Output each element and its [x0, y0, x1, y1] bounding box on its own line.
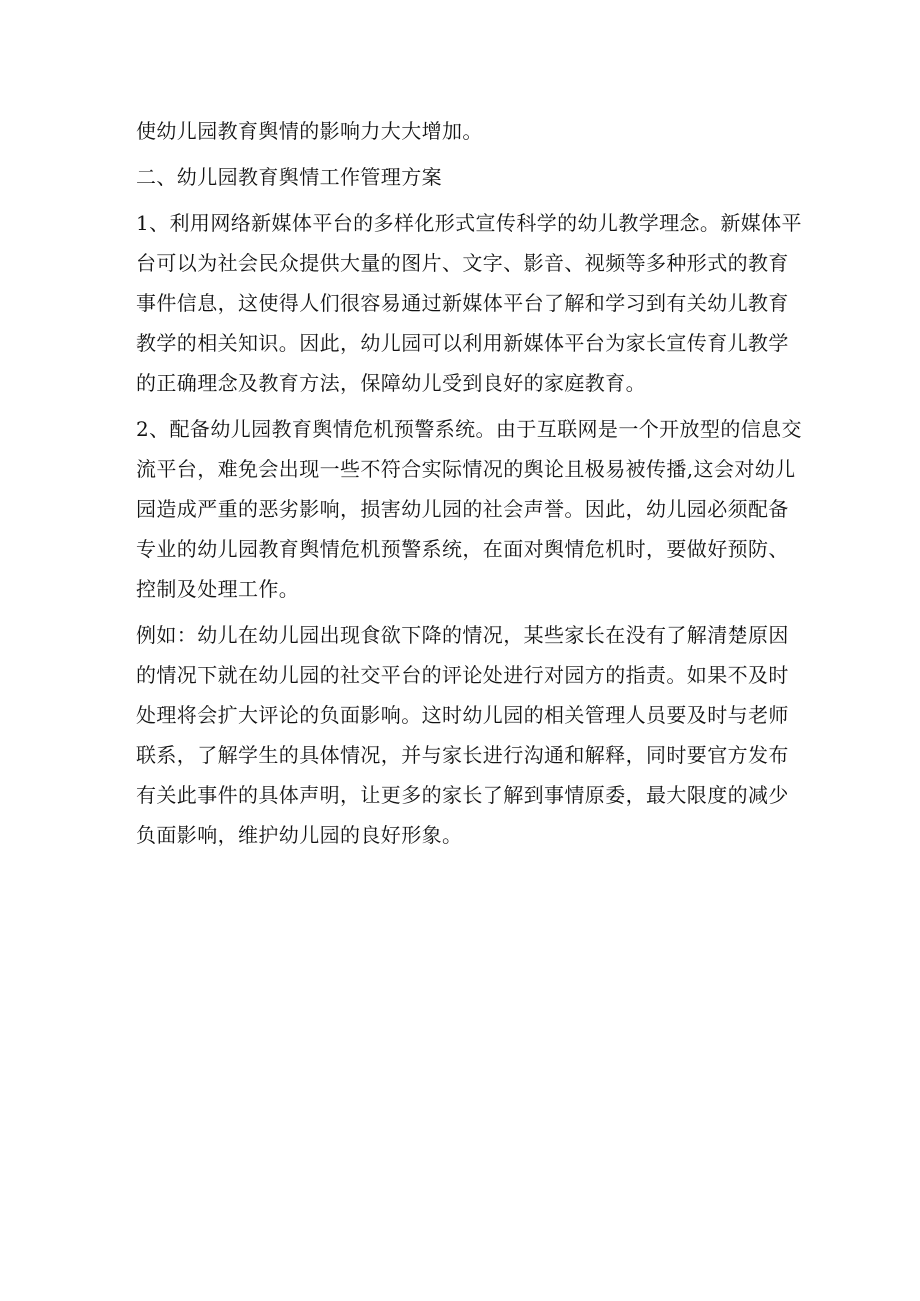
text-line: 控制及处理工作。 — [136, 577, 300, 601]
text-line: 园造成严重的恶劣影响，损害幼儿园的社会声誉。因此，幼儿园必须配备 — [136, 497, 789, 521]
text-line: 1、利用网络新媒体平台的多样化形式宣传科学的幼儿教学理念。新媒体平 — [136, 211, 802, 235]
text-line: 专业的幼儿园教育舆情危机预警系统，在面对舆情危机时，要做好预防、 — [136, 537, 789, 561]
text-line: 2、配备幼儿园教育舆情危机预警系统。由于互联网是一个开放型的信息交 — [136, 417, 802, 441]
text-line: 事件信息，这使得人们很容易通过新媒体平台了解和学习到有关幼儿教育 — [136, 291, 789, 315]
text-line: 有关此事件的具体声明，让更多的家长了解到事情原委，最大限度的减少 — [136, 783, 789, 807]
section-heading — [136, 157, 796, 197]
text-line: 联系，了解学生的具体情况，并与家长进行沟通和解释，同时要官方发布 — [136, 743, 789, 767]
text-line: 处理将会扩大评论的负面影响。这时幼儿园的相关管理人员要及时与老师 — [136, 703, 789, 727]
text-line: 教学的相关知识。因此，幼儿园可以利用新媒体平台为家长宣传育儿教学 — [136, 331, 789, 355]
item-1-paragraph — [136, 203, 802, 403]
example-paragraph — [136, 615, 796, 855]
text-line: 台可以为社会民众提供大量的图片、文字、影音、视频等多种形式的教育 — [136, 251, 789, 275]
text-line: 流平台，难免会出现一些不符合实际情况的舆论且极易被传播,这会对幼儿 — [136, 457, 796, 481]
section-heading-text: 二、幼儿园教育舆情工作管理方案 — [136, 165, 442, 189]
text-line: 的情况下就在幼儿园的社交平台的评论处进行对园方的指责。如果不及时 — [136, 663, 789, 687]
item-2-paragraph — [136, 409, 802, 609]
text-line: 例如：幼儿在幼儿园出现食欲下降的情况，某些家长在没有了解清楚原因 — [136, 623, 789, 647]
document-page — [136, 111, 802, 855]
text-line: 负面影响，维护幼儿园的良好形象。 — [136, 823, 463, 847]
text-line: 使幼儿园教育舆情的影响力大大增加。 — [136, 119, 483, 143]
intro-paragraph — [136, 111, 796, 151]
text-line: 的正确理念及教育方法，保障幼儿受到良好的家庭教育。 — [136, 371, 646, 395]
